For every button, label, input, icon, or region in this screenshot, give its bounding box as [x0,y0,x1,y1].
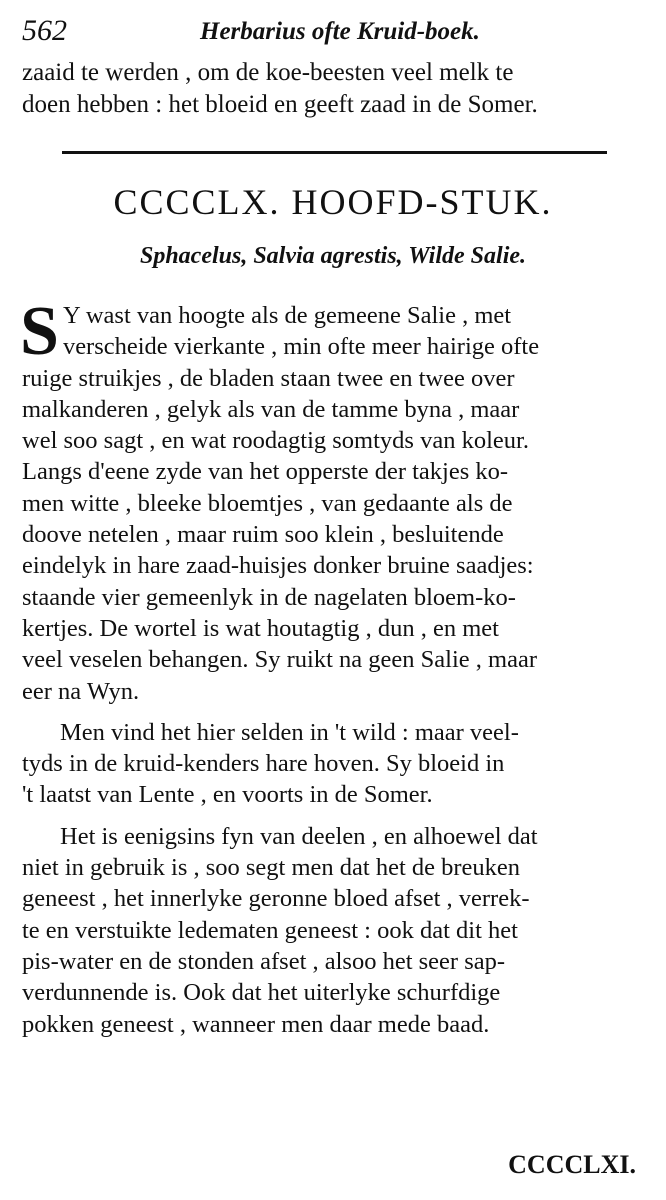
text-line: malkanderen , gelyk als van de tamme byna , maar [22,395,520,423]
text-line: Langs d'eene zyde van het opperste der takjes ko- [22,458,509,486]
text-line: eindelyk in hare zaad-huisjes donker bruine saadjes: [22,552,534,580]
text-line: Y wast van hoogte als de gemeene Salie , met [62,302,512,329]
chapter-body [20,293,642,1040]
text-line: 't laatst van Lente , en voorts in de Somer. [22,781,433,809]
continuation-text [22,57,642,121]
page-header [22,14,642,54]
text-line: eer na Wyn. [22,677,140,705]
text-line: zaaid te werden , om de koe-beesten veel melk te [22,59,514,86]
paragraph-gap [22,811,642,821]
text-line: kertjes. De wortel is wat houtagtig , dun , en met [22,614,499,642]
text-line: te en verstuikte ledematen geneest : ook dat dit het [22,916,518,944]
text-line: men witte , bleeke bloemtjes , van gedaante als de [22,489,513,517]
text-line: Men vind het hier selden in 't wild : maar veel- [60,718,519,746]
paragraph-gap [22,707,642,717]
text-line: pis-water en de stonden afset , alsoo het seer sap- [22,947,506,975]
catchword: CCCCLXI. [508,1150,636,1179]
text-line: veel veselen behangen. Sy ruikt na geen Salie , maar [22,646,537,674]
page-number: 562 [22,14,67,47]
text-line: verdunnende is. Ook dat het uiterlyke schurfdige [22,979,501,1007]
text-line: doove netelen , maar ruim soo klein , besluitende [22,521,504,549]
text-line: pokken geneest , wanneer men daar mede baad. [22,1010,490,1038]
text-line: tyds in de kruid-kenders hare hoven. Sy bloeid in [22,750,505,778]
paragraph-2 [22,717,642,811]
text-line: verscheide vierkante , min ofte meer hairige ofte [62,333,540,361]
text-line: doen hebben : het bloeid en geeft zaad in de Somer. [22,91,538,118]
chapter-subtitle: Sphacelus, Salvia agrestis, Wilde Salie. [139,243,527,269]
text-line: Het is eenigsins fyn van deelen , en alhoewel dat [60,822,538,850]
paragraph-1 [20,293,642,707]
drop-cap: S [20,293,59,370]
section-divider [62,151,607,154]
paragraph-3 [22,821,642,1040]
chapter-title: CCCCLX. HOOFD-STUK. [113,182,553,222]
running-title: Herbarius ofte Kruid-boek. [200,18,480,45]
text-line: staande vier gemeenlyk in de nagelaten bloem-ko- [22,583,516,611]
text-line: ruige struikjes , de bladen staan twee en twee over [22,364,515,392]
text-line: geneest , het innerlyke geronne bloed afset , verrek- [22,885,530,913]
text-line: niet in gebruik is , soo segt men dat het de breuken [22,854,521,882]
text-line: wel soo sagt , en wat roodagtig somtyds van koleur. [22,427,529,455]
